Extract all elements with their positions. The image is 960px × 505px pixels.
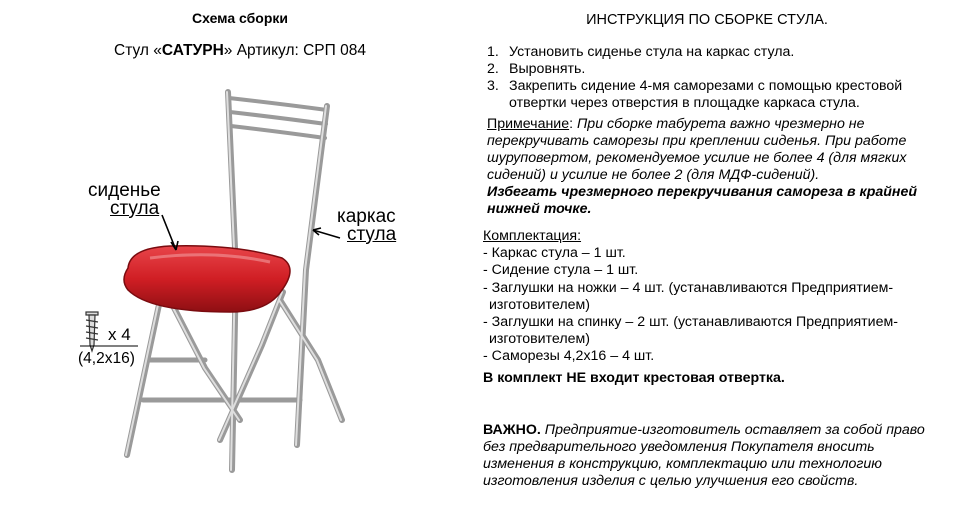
note-warning-line: Избегать чрезмерного перекручивания самореза в крайней (487, 184, 918, 200)
screw-size: (4,2x16) (78, 350, 135, 367)
kit-item: - Заглушки на ножки – 4 шт. (устанавливаются Предприятием- (483, 279, 894, 296)
frame-label (337, 208, 396, 244)
scheme-title: Схема сборки (192, 10, 288, 26)
note-line: сидений) и усилие не более 2 (для МДФ-сидений). (487, 167, 820, 183)
screw-icon (86, 312, 98, 351)
note-line: При сборке табурета важно чрезмерно не (577, 116, 865, 132)
kit-item: - Каркас стула – 1 шт. (483, 245, 626, 262)
frame-label-line2: стула (347, 224, 397, 245)
important-line: Предприятие-изготовитель оставляет за собой право (540, 422, 925, 438)
important-line: изменения в конструкцию, комплектацию или технологию (483, 456, 882, 472)
chair-seat (124, 246, 290, 312)
step-text: Выровнять. (509, 61, 586, 77)
step-number: 2. (487, 61, 499, 77)
important-block (483, 422, 943, 490)
kit-item: изготовителем) (489, 296, 590, 313)
instructions-title: ИНСТРУКЦИЯ ПО СБОРКЕ СТУЛА. (586, 12, 828, 28)
chair-article: » Артикул: СРП 084 (223, 42, 366, 59)
important-line: изготовления изделия с целью улучшения его свойств. (483, 473, 859, 489)
kit-item: - Саморезы 4,2х16 – 4 шт. (483, 348, 655, 365)
chair-name: САТУРН (161, 42, 224, 59)
kit-block (483, 228, 898, 366)
seat-arrow (162, 215, 178, 250)
note-line: перекручивать саморезы при креплении сиденья. При работе (487, 133, 907, 149)
note-block (487, 116, 937, 218)
kit-item: - Сидение стула – 1 шт. (483, 262, 639, 279)
steps-list (487, 44, 902, 112)
not-included-note: В комплект НЕ входит крестовая отвертка. (483, 370, 785, 386)
kit-title: Комплектация: (483, 228, 582, 244)
note-line: шуруповертом, рекомендуемое усилие не более 4 (для мягких (487, 150, 907, 166)
seat-label (88, 182, 161, 218)
step-number: 3. (487, 78, 499, 94)
important-line: без предварительного уведомления Покупателя вносить (483, 439, 875, 455)
frame-label-line1: каркас (337, 206, 396, 227)
important-label: ВАЖНО. (483, 422, 541, 438)
note-colon: : (569, 116, 574, 132)
step-text: Закрепить сидение 4-мя саморезами с помощью крестовой (509, 78, 903, 94)
seat-label-line1: сиденье (88, 180, 161, 201)
step-text: Установить сиденье стула на каркас стула. (509, 44, 795, 60)
kit-item: изготовителем) (489, 331, 590, 348)
note-label: Примечание (487, 116, 570, 132)
chair-prefix: Стул « (114, 42, 162, 59)
step-item (487, 61, 902, 78)
frame-arrow (313, 228, 340, 238)
step-item (487, 78, 902, 95)
step-continuation: отвертки через отверстия в площадке каркаса стула. (509, 95, 860, 111)
step-number: 1. (487, 44, 499, 60)
step-item (487, 44, 902, 61)
screw-count: x 4 (108, 325, 131, 344)
seat-label-line2: стула (110, 198, 160, 219)
kit-item: - Заглушки на спинку – 2 шт. (устанавливаются Предприятием- (483, 314, 898, 331)
note-warning-line: нижней точке. (487, 201, 592, 217)
